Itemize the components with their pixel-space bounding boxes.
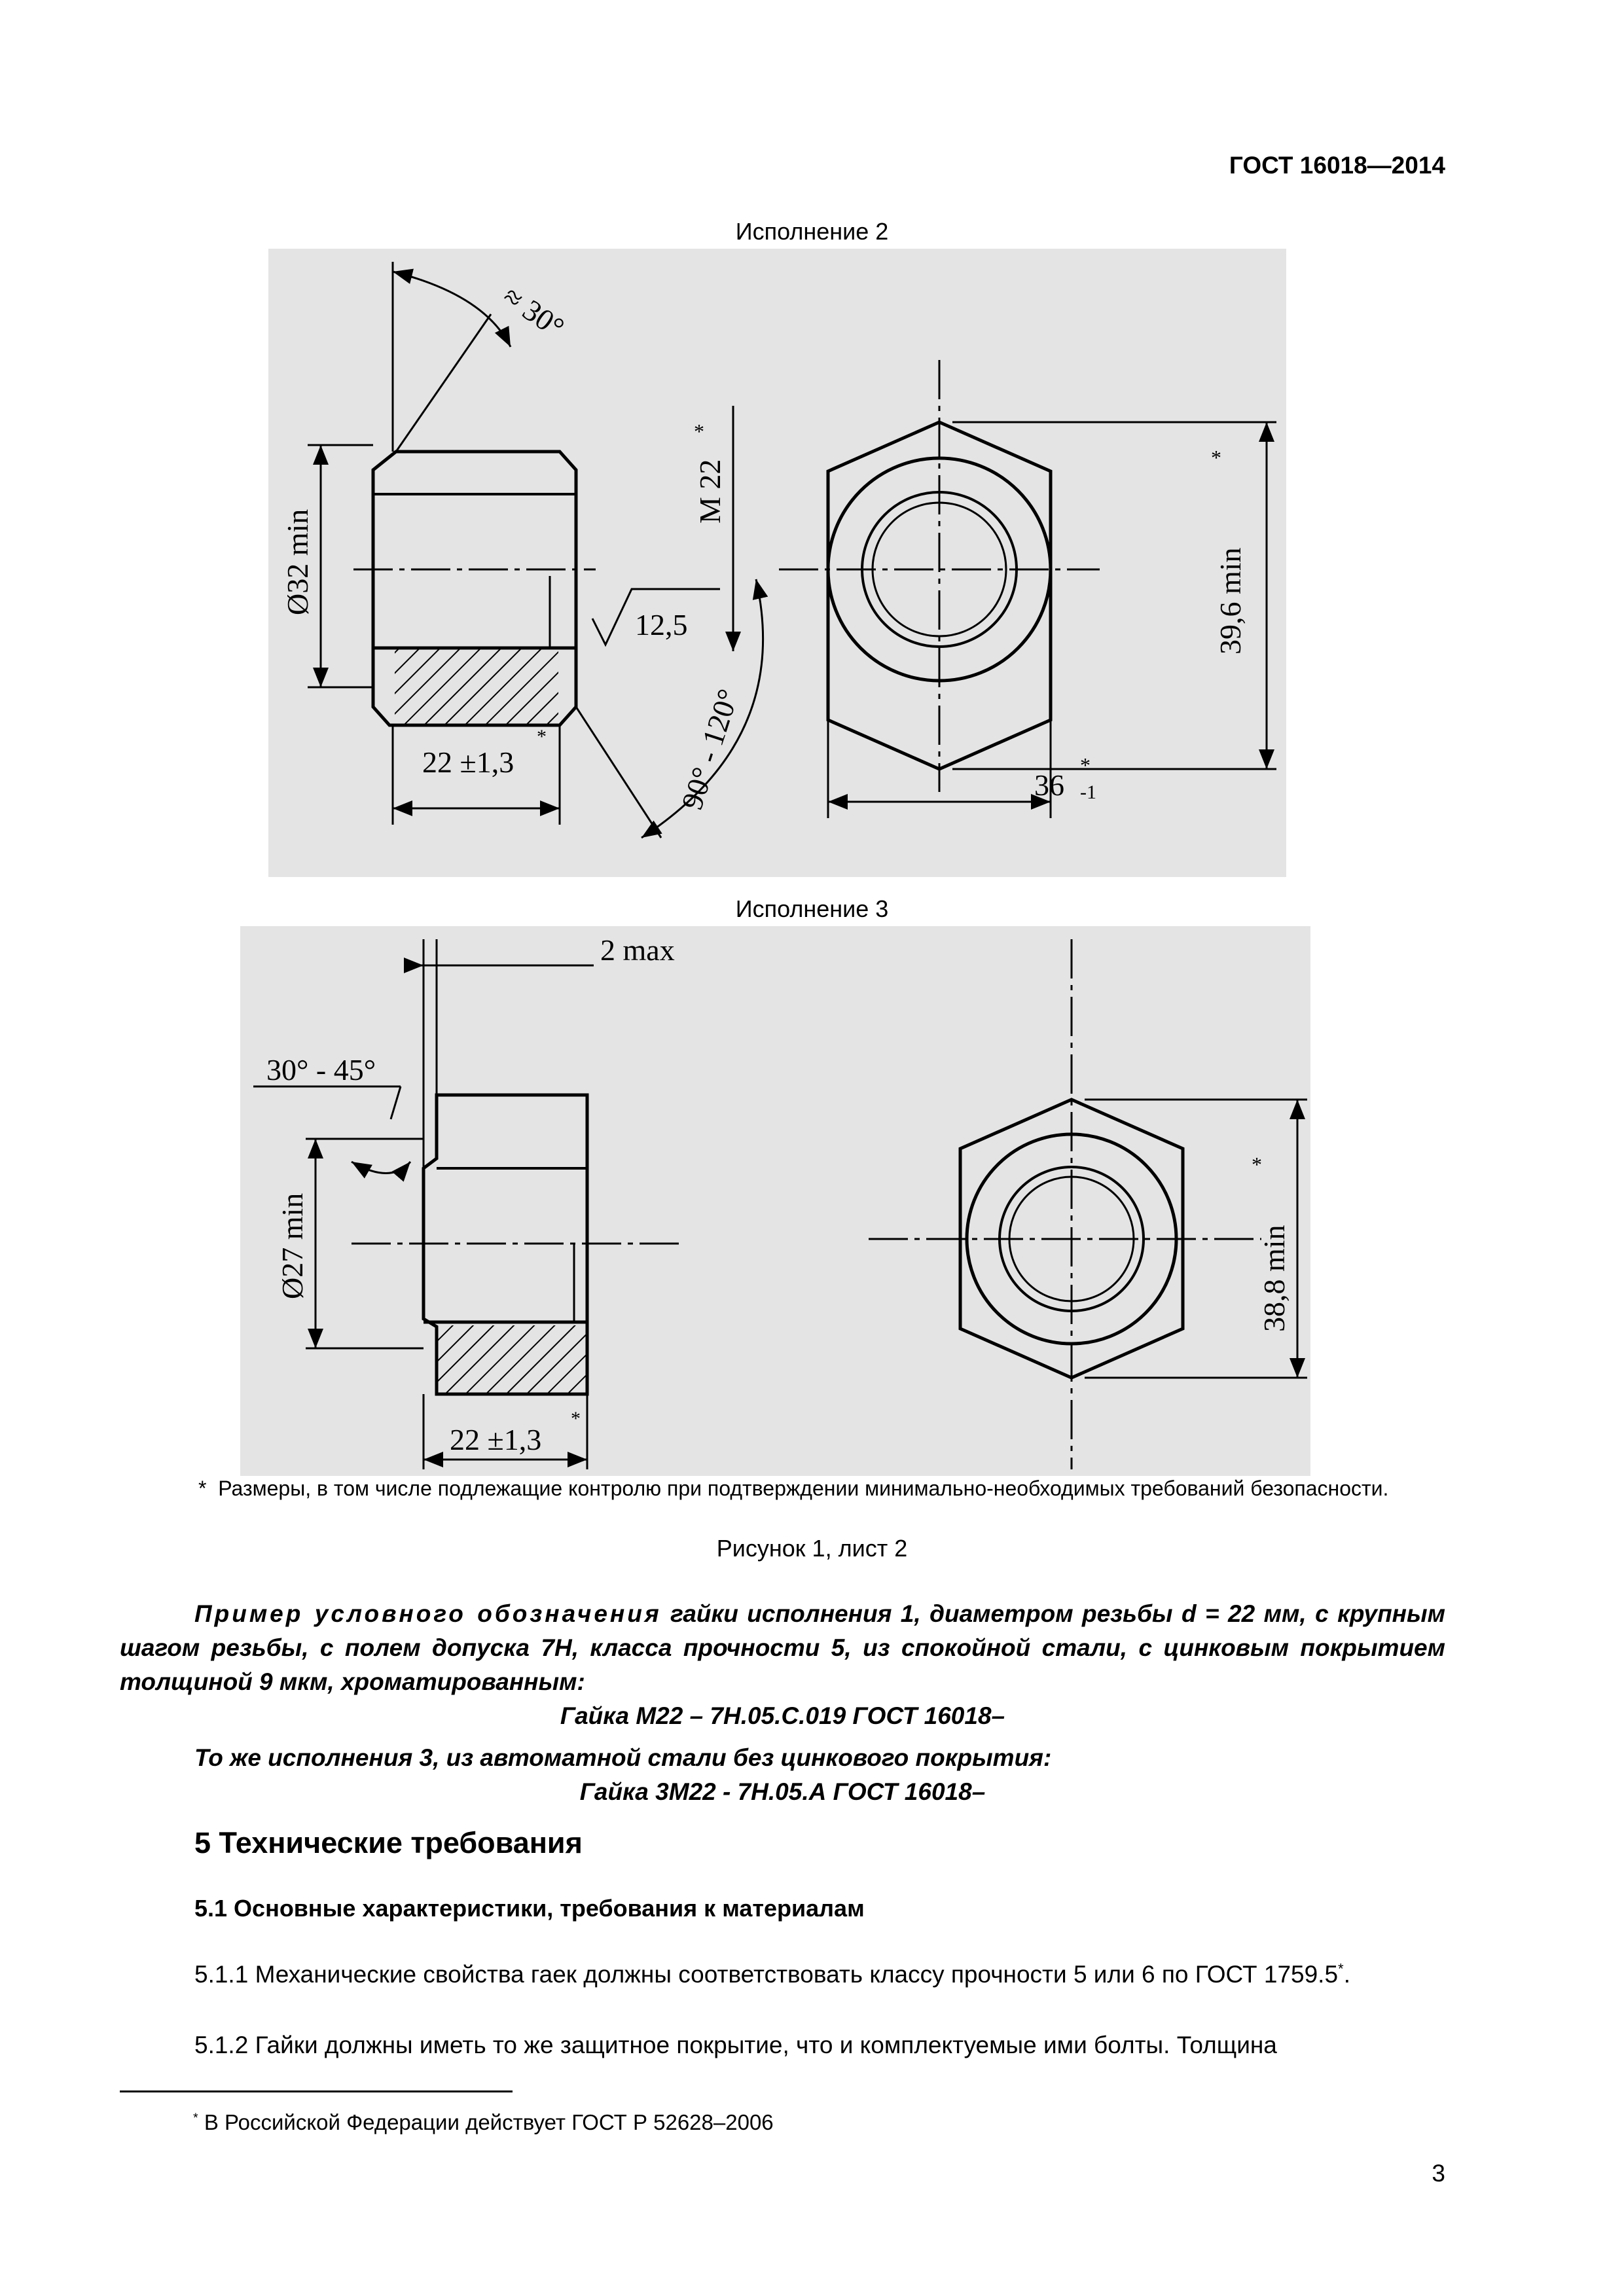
label-across-flats: 36 xyxy=(1034,768,1064,802)
example-paragraph: Пример условного обозначения гайки исполнения 1, диаметром резьбы d = 22 мм, с крупным шагом резьбы, с полем допуска 7H, класса прочности 5, из спокойной стали, с цинковым покрытием толщиной 9 мкм, хроматированным: xyxy=(120,1600,1445,1695)
label-across-corners: 38,8 min xyxy=(1257,1225,1291,1332)
designation-1: Гайка М22 – 7Н.05.С.019 ГОСТ 16018– xyxy=(560,1702,1005,1729)
label-height-star: * xyxy=(571,1408,581,1429)
label-roughness: 12,5 xyxy=(635,608,688,641)
figure-footnote: * Размеры, в том числе подлежащие контролю при подтверждении минимально-необходимых требований безопасности. xyxy=(198,1477,1389,1500)
footnote-separator xyxy=(120,2090,513,2092)
label-across-corners: 39,6 min xyxy=(1214,547,1247,655)
version-2-title: Исполнение 2 xyxy=(735,218,889,245)
label-across-corners-star: * xyxy=(1211,446,1221,469)
document-code: ГОСТ 16018—2014 xyxy=(1229,152,1445,179)
label-across-corners-star: * xyxy=(1252,1153,1262,1176)
label-height: 22 ±1,3 xyxy=(450,1423,542,1456)
paragraph-5-1-2: 5.1.2 Гайки должны иметь то же защитное покрытие, что и комплектуемые ими болты. Толщина xyxy=(194,2032,1277,2058)
label-diameter: Ø27 min xyxy=(276,1193,309,1299)
label-angle-top: ≈ 30° xyxy=(497,279,571,345)
page-footnote: * В Российской Федерации действует ГОСТ Р 52628–2006 xyxy=(193,2110,774,2134)
figure-version-2 xyxy=(268,249,1286,877)
section-5-title: 5 Технические требования xyxy=(194,1826,583,1859)
paragraph-5-1-1: 5.1.1 Механические свойства гаек должны соответствовать классу прочности 5 или 6 по ГОСТ 1759.5*. xyxy=(194,1960,1350,1988)
figure-caption: Рисунок 1, лист 2 xyxy=(716,1535,908,1562)
example-same: То же исполнения 3, из автоматной стали без цинкового покрытия: xyxy=(194,1744,1052,1771)
nut-drawing-version-2 xyxy=(268,249,1286,877)
label-diameter: Ø32 min xyxy=(281,509,314,615)
label-max-chamfer: 2 max xyxy=(600,933,675,967)
designation-2: Гайка 3М22 - 7Н.05.А ГОСТ 16018– xyxy=(579,1778,986,1805)
label-tolerance: -1 xyxy=(1080,781,1096,803)
label-angle-side: 90° - 120° xyxy=(675,685,746,814)
nut-drawing-version-3 xyxy=(240,926,1310,1476)
label-height: 22 ±1,3 xyxy=(422,745,514,779)
label-angle: 30° - 45° xyxy=(266,1053,376,1086)
figure-version-3 xyxy=(240,926,1310,1476)
label-height-star: * xyxy=(537,726,547,747)
label-thread-star: * xyxy=(694,420,704,443)
label-thread: M 22 xyxy=(693,459,727,524)
label-across-flats-star: * xyxy=(1080,753,1091,777)
version-3-title: Исполнение 3 xyxy=(735,895,889,922)
section-5-1-title: 5.1 Основные характеристики, требования к материалам xyxy=(194,1895,865,1922)
page-number: 3 xyxy=(1432,2160,1445,2187)
